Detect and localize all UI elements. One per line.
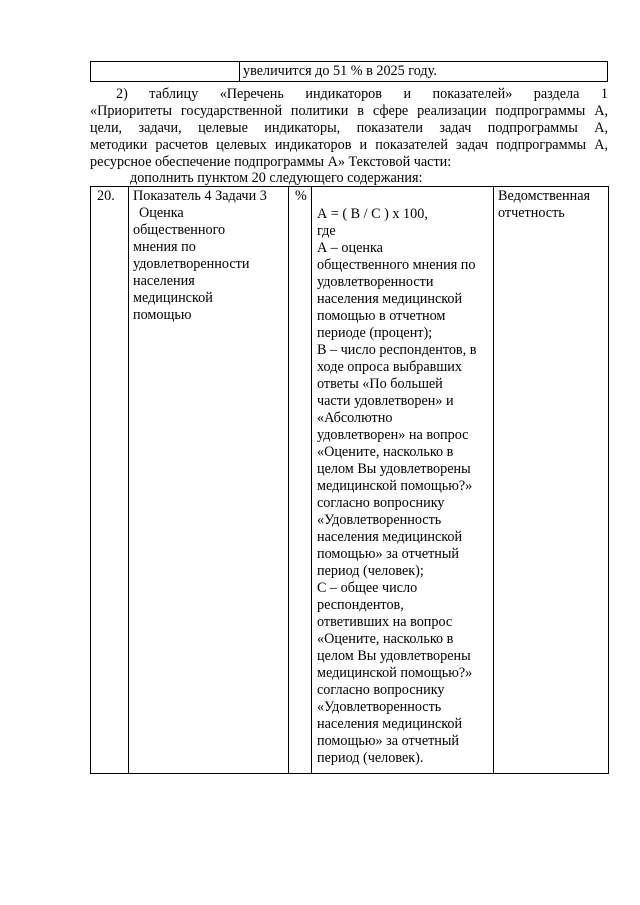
paragraph-line-1: 2) таблицу «Перечень индикаторов и показателей» раздела 1: [116, 86, 608, 102]
unit-cell: %: [295, 188, 307, 204]
method-line: ходе опроса выбравших: [317, 359, 462, 375]
method-line: «Оцените, насколько в: [317, 631, 454, 647]
paragraph-line-2: «Приоритеты государственной политики в сфере реализации подпрограммы А,: [90, 103, 608, 119]
method-line: ответы «По большей: [317, 376, 443, 392]
indicator-table: [90, 186, 609, 774]
row-number: 20.: [97, 188, 115, 204]
method-line: помощью» за отчетный: [317, 733, 460, 749]
indicator-line: населения: [133, 273, 195, 289]
method-line: респондентов,: [317, 597, 404, 613]
data-source-cell: [498, 188, 608, 222]
source-line: отчетность: [498, 205, 565, 221]
paragraph-line-5: ресурсное обеспечение подпрограммы А» Текстовой части:: [90, 154, 452, 170]
column-divider: [311, 187, 312, 773]
method-line: помощью» за отчетный: [317, 546, 460, 562]
method-line: А = ( В / С ) х 100,: [317, 206, 428, 222]
method-line: медицинской помощью?»: [317, 478, 473, 494]
method-line: населения медицинской: [317, 716, 463, 732]
method-line: части удовлетворен» и: [317, 393, 454, 409]
indicator-line: удовлетворенности: [133, 256, 250, 272]
method-line: населения медицинской: [317, 529, 463, 545]
supplement-instruction: дополнить пунктом 20 следующего содержания:: [130, 170, 423, 186]
method-line: период (человек);: [317, 563, 424, 579]
indicator-name-cell: [133, 188, 288, 324]
indicator-line: мнения по: [133, 239, 196, 255]
method-line: «Абсолютно: [317, 410, 393, 426]
continuation-table-row: [90, 61, 608, 82]
method-line: общественного мнения по: [317, 257, 476, 273]
column-divider: [128, 187, 129, 773]
method-line: С – общее число: [317, 580, 418, 596]
indicator-line: медицинской: [133, 290, 213, 306]
indicator-line: Показатель 4 Задачи 3: [133, 188, 267, 204]
method-line: целом Вы удовлетворены: [317, 648, 471, 664]
method-line: согласно вопроснику: [317, 495, 445, 511]
method-line: медицинской помощью?»: [317, 665, 473, 681]
method-line: «Оцените, насколько в: [317, 444, 454, 460]
column-divider: [493, 187, 494, 773]
method-line: населения медицинской: [317, 291, 463, 307]
paragraph-line-4: методики расчетов целевых индикаторов и показателей задач подпрограммы А,: [90, 137, 608, 153]
continuation-cell-text: увеличится до 51 % в 2025 году.: [243, 63, 437, 79]
method-line: В – число респондентов, в: [317, 342, 477, 358]
method-line: удовлетворенности: [317, 274, 434, 290]
method-line: «Удовлетворенность: [317, 699, 442, 715]
method-line: целом Вы удовлетворены: [317, 461, 471, 477]
indicator-line: Оценка: [139, 205, 184, 221]
indicator-line: общественного: [133, 222, 226, 238]
source-line: Ведомственная: [498, 188, 591, 204]
method-line: согласно вопроснику: [317, 682, 445, 698]
paragraph-line-3: цели, задачи, целевые индикаторы, показатели задач подпрограммы А,: [90, 120, 608, 136]
method-line: где: [317, 223, 336, 239]
method-line: помощью в отчетном: [317, 308, 446, 324]
calculation-method-cell: [317, 206, 493, 767]
column-divider: [288, 187, 289, 773]
table-divider: [239, 62, 240, 81]
method-line: период (человек).: [317, 750, 424, 766]
indicator-line: помощью: [133, 307, 192, 323]
method-line: ответивших на вопрос: [317, 614, 453, 630]
method-line: удовлетворен» на вопрос: [317, 427, 469, 443]
method-line: А – оценка: [317, 240, 383, 256]
method-line: «Удовлетворенность: [317, 512, 442, 528]
method-line: периоде (процент);: [317, 325, 433, 341]
